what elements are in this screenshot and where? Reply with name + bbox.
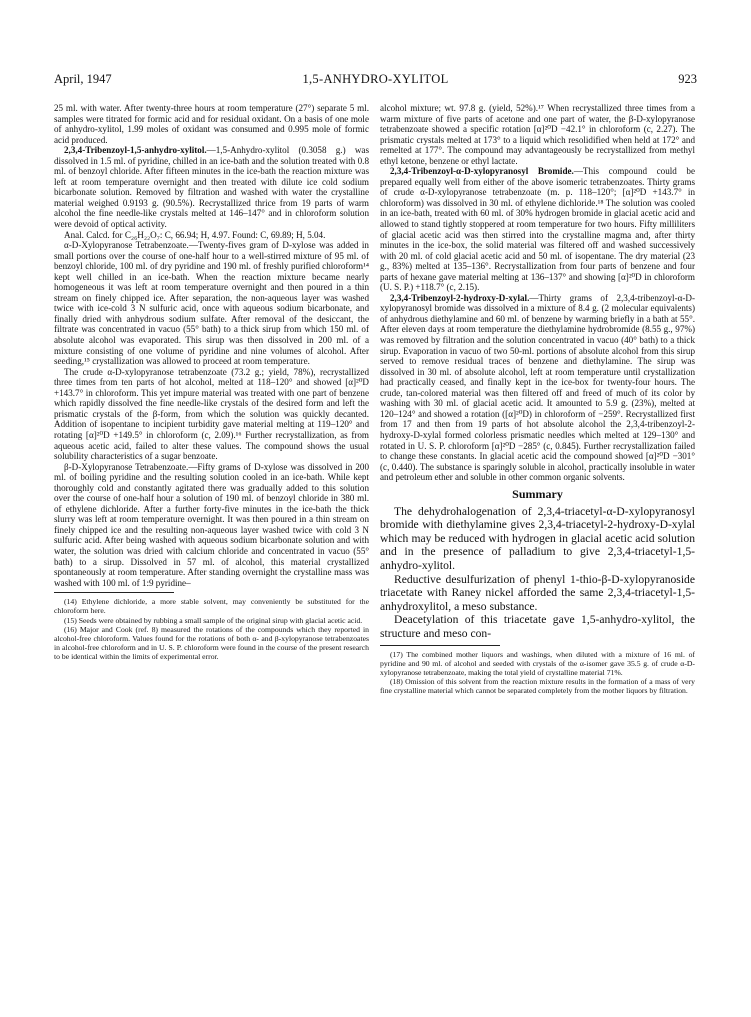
summary-paragraph: The dehydrohalogenation of 2,3,4-triacetyl-α-D-xylopyranosyl bromide with diethylamine gives 2,3,4-triacetyl-2-hydroxy-D-xylal which may be reduced with hydrogen in glacial acetic acid solution and in the presence of palladium to give 2,3,4-triacetyl-1,5-anhydro-xylitol. xyxy=(380,504,695,573)
paragraph-text: —Thirty grams of 2,3,4-tribenzoyl-α-D-xylopyranosyl bromide was dissolved in a mixture of 8.4 g. (2 molecular equivalents) of anhydrous diethylamine and 60 ml. of benzene by warming briefly in a bath at 55°. After eleven days at room temperature the diethylamine hydrobromide (8.55 g., 97%) was removed by filtration and the solution concentrated in vacuo (40° bath) to a thick sirup. Evaporation in vacuo of two 50-ml. portions of absolute alcohol from this sirup served to remove residual traces of benzene and diethylamine. The sirup was dissolved in 30 ml. of absolute alcohol, left at room temperature until crystallization had practically ceased, and finally kept in the ice-box for twenty-four hours. The crude, tan-colored material was then filtered off and freed of much of its color by washing with 30 ml. of glacial acetic acid. It amounted to 5.9 g. (23%), melted at 120–124° and showed a rotation ([α]²⁰D) in chloroform of −259°. Recrystallized first from 17 and then from 19 parts of hot absolute alcohol the 2,3,4-tribenzoyl-2-hydroxy-D-xylal formed colorless prismatic needles which melted at 129–130° and rotated in U. S. P. chloroform [α]²⁰D −285° (c, 0.845). Further recrystallization failed to change these constants. In glacial acetic acid the compound showed [α]²⁰D −301° (c, 0.440). The substance is sparingly soluble in alcohol, practically insoluble in water and petroleum ether and soluble in other common organic solvents. xyxy=(380,292,695,483)
footnote-rule xyxy=(54,592,174,593)
footnote: (18) Omission of this solvent from the reaction mixture results in the formation of a mass of very fine crystalline material which cannot be separated completely from the mother liquors by filtration. xyxy=(380,677,695,696)
section-heading: α-D-Xylopyranose Tetrabenzoate. xyxy=(64,240,189,251)
paragraph: alcohol mixture; wt. 97.8 g. (yield, 52%).¹⁷ When recrystallized three times from a warm mixture of five parts of acetone and one part of water, the β-D-xylopyranose tetrabenzoate showed a specific rotation [α]²⁰D −42.1° in chloroform (c, 2.27). The prismatic crystals melted at 173° to a liquid which resolidified when held at 172° and remelted at 177°. The compound may advantageously be recrystallized from methyl ethyl ketone, benzene or ethyl lactate. xyxy=(380,103,695,166)
paragraph xyxy=(380,293,695,483)
paragraph xyxy=(380,166,695,293)
paragraph-text: —This compound could be prepared equally well from either of the above isomeric tetrabenzoates. Thirty grams of crude α-D-xylopyranose tetrabenzoate (m. p. 118–120°; [α]²⁰D +143.7° in chloroform) was dissolved in 30 ml. of ethylene dichloride.¹⁸ The solution was cooled in an ice-bath, treated with 60 ml. of 30% hydrogen bromide in glacial acetic acid and allowed to stand tightly stoppered at room temperature for two hours. Fifty milliliters of glacial acetic acid was then stirred into the crystalline magma and, after thirty minutes in the ice-box, the solid material was filtered off and washed successively with 20 ml. of cold glacial acetic acid and 50 ml. of isopentane. The dry material (23 g., 83%) melted at 135–136°. Recrystallization from four parts of benzene and four parts of hexane gave material melting at 136–137° and showing [α]²⁰D in chloroform (U. S. P.) +118.7° (c, 2.15). xyxy=(380,166,695,293)
right-column xyxy=(380,103,695,696)
summary-paragraph: Deacetylation of this triacetate gave 1,5-anhydro-xylitol, the structure and meso con- xyxy=(380,613,695,641)
section-heading: β-D-Xylopyranose Tetrabenzoate. xyxy=(64,461,189,472)
paragraph-text: —Fifty grams of D-xylose was dissolved in 200 ml. of boiling pyridine and the resulting solution cooled in an ice-bath. While kept thoroughly cold and constantly agitated there was gradually added to this solution over the course of one-half hour a solution of 190 ml. of benzoyl chloride in 380 ml. of ethylene dichloride. After a further forty-five minutes in the ice-bath the thick slurry was left at room temperature overnight. It was then poured in a thin stream on finely chipped ice and the resulting non-aqueous layer washed twice with cold 3 N sulfuric acid. After being washed with aqueous sodium bicarbonate solution and with water, the solution was dried with calcium chloride and concentrated in vacuo (55° bath) to a sirup. Dissolved in 57 ml. of alcohol, this material crystallized spontaneously at room temperature. After standing overnight the crystalline mass was washed with 100 ml. of 1:9 pyridine– xyxy=(54,461,369,588)
paragraph-text: —1,5-Anhydro-xylitol (0.3058 g.) was dissolved in 1.5 ml. of pyridine, chilled in an ice-bath and the solution treated with 0.8 ml. of benzoyl chloride. After fifteen minutes in the ice-bath the reaction mixture was left at room temperature overnight and then treated with dilute ice cold sodium bicarbonate solution. Removed by filtration and washed with water the crystalline material weighed 0.9193 g. (90.5%). Recrystallized thrice from 19 parts of warm alcohol the fine needle-like crystals melted at 146–147° and in chloroform solution were devoid of optical activity. xyxy=(54,145,369,230)
paragraph-text: —Twenty-fives gram of D-xylose was added in small portions over the course of one-half hour to a well-stirred mixture of 95 ml. of benzoyl chloride, 100 ml. of dry pyridine and 190 ml. of freshly purified chloroform¹⁴ kept well chilled in an ice-bath. When the reaction mixture became nearly homogeneous it was left at room temperature overnight and then poured in a thin stream on finely chipped ice. After separation, the non-aqueous layer was washed twice with ice-cold 3 N sulfuric acid, once with aqueous sodium bicarbonate, and finally dried with anhydrous sodium sulfate. After removal of the desiccant, the filtrate was concentrated in vacuo (55° bath) to a thick sirup from which 150 ml. of absolute alcohol was evaporated. This sirup was then dissolved in 200 ml. of a mixture consisting of one volume of pyridine and nine volumes of alcohol. After seeding,¹⁵ crystallization was allowed to proceed at room temperature. xyxy=(54,240,369,367)
paragraph xyxy=(54,240,369,367)
summary-heading: Summary xyxy=(512,486,563,501)
footnote: (15) Seeds were obtained by rubbing a small sample of the original sirup with glacial acetic acid. xyxy=(64,615,363,625)
header-date: April, 1947 xyxy=(54,72,112,86)
section-heading: 2,3,4-Tribenzoyl-2-hydroxy-D-xylal. xyxy=(390,292,530,303)
paragraph xyxy=(54,145,369,229)
footnotes xyxy=(380,650,695,696)
section-heading: 2,3,4-Tribenzoyl-1,5-anhydro-xylitol. xyxy=(64,145,207,156)
page-number: 923 xyxy=(678,72,697,86)
paragraph xyxy=(54,462,369,589)
footnotes xyxy=(54,597,369,661)
running-header xyxy=(54,72,697,88)
paragraph: 25 ml. with water. After twenty-three hours at room temperature (27°) separate 5 ml. samples were titrated for formic acid and for residual oxidant. On a basis of one mole of anhydro-xylitol, 1.99 moles of oxidant was consumed and 0.995 mole of formic acid produced. xyxy=(54,103,369,145)
footnote-rule xyxy=(380,645,500,646)
footnote: (16) Major and Cook (ref. 8) measured the rotations of the compounds which they reported in alcohol-free chloroform. Values found for the rotations of both α- and β-xylopyranose tetrabenzoates in alcohol-free chloroform and in U. S. P. chloroform were found in the course of the present research to be identical within the limits of experimental error. xyxy=(54,624,369,662)
section-heading: 2,3,4-Tribenzoyl-α-D-xylopyranosyl Bromide. xyxy=(390,166,574,177)
footnote: (17) The combined mother liquors and washings, when diluted with a mixture of 16 ml. of pyridine and 90 ml. of alcohol and seeded with crystals of the α-isomer gave 35.5 g. of crude α-D-xylopyranose tetrabenzoate, making the total yield of crystalline material 71%. xyxy=(380,649,695,678)
footnote: (14) Ethylene dichloride, a more stable solvent, may conveniently be substituted for the chloroform here. xyxy=(54,597,369,616)
paragraph: The crude α-D-xylopyranose tetrabenzoate (73.2 g.; yield, 78%), recrystallized three times from ten parts of hot alcohol, melted at 118–120° and showed [α]²⁰D +143.7° in chloroform. This yet impure material was treated with one part of benzene which rapidly dissolved the fine needle-like crystals of the desired form and left the prismatic crystals of the β-form, from which the solution was quickly decanted. Addition of isopentane to incipient turbidity gave material melting at 119–120° and rotating [α]²⁰D +149.5° in chloroform (c, 2.09).¹⁶ Further recrystallization, as from aqueous acetic acid, failed to alter these values. The compound shows the usual solubility characteristics of a sugar benzoate. xyxy=(54,366,369,462)
analysis-line: Anal. Calcd. for C₂₆H₂₂O₇: C, 66.94; H, 4.97. Found: C, 69.89; H, 5.04. xyxy=(64,229,326,240)
header-title: 1,5-ANHYDRO-XYLITOL xyxy=(302,72,449,86)
left-column xyxy=(54,103,369,662)
summary-paragraph: Reductive desulfurization of phenyl 1-thio-β-D-xylopyranoside triacetate with Raney nickel afforded the same 2,3,4-triacetyl-1,5-anhydroxylitol, a meso substance. xyxy=(380,572,695,613)
